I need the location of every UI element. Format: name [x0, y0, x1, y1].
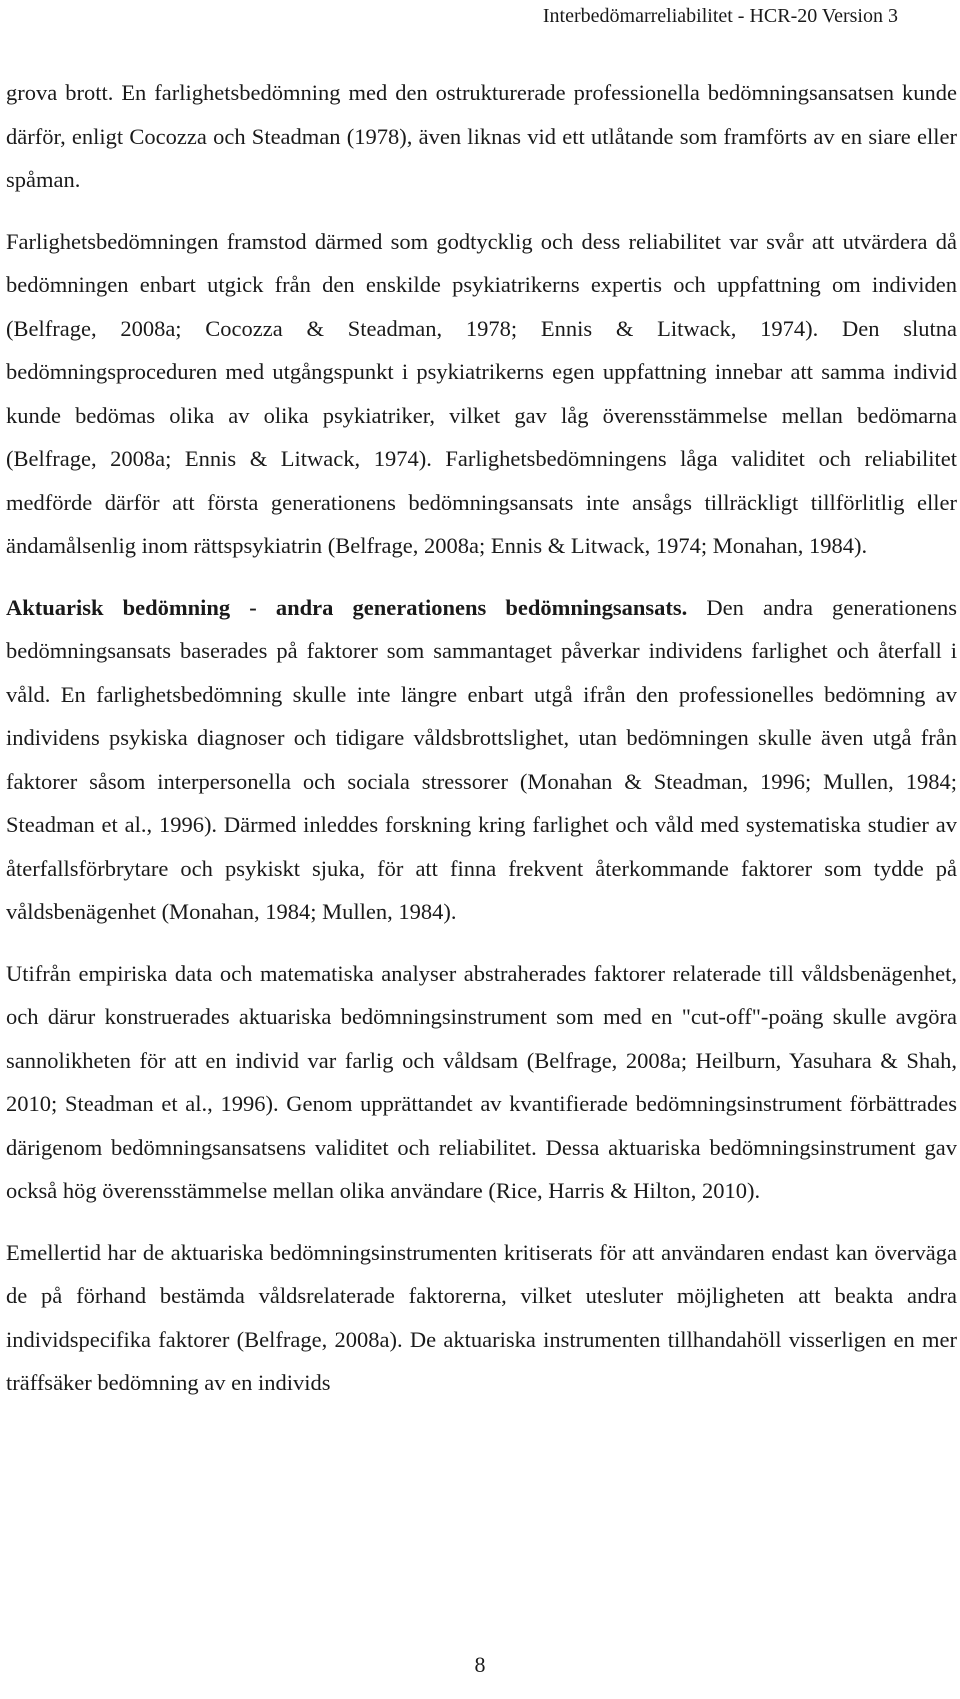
paragraph-text: Den andra generationens bedömningsansats baserades på faktorer som sammantaget påverkar individens farlighet och återfall i våld. En farlighetsbedömning skulle inte längre enbart utgå ifrån den professionelles bedömning av individens psykiska diagnoser och tidigare våldsbrottslighet, utan bedömningen skulle även utgå från faktorer såsom interpersonella och sociala stressorer (Monahan & Steadman, 1996; Mullen, 1984; Steadman et al., 1996). Därmed inleddes forskning kring farlighet och våld med systematiska studier av återfallsförbrytare och psykiskt sjuka, för att finna frekvent återkommande faktorer som tydde på våldsbenägenhet (Monahan, 1984; Mullen, 1984).	[6, 594, 957, 924]
paragraph-text: grova brott. En farlighetsbedömning med den ostrukturerade professionella bedömningsansatsen kunde därför, enligt Cocozza och Steadman (1978), även liknas vid ett utlåtande som framförts av en siare eller spåman.	[6, 80, 957, 192]
paragraph-3	[6, 586, 957, 934]
running-header: Interbedömarreliabilitet - HCR-20 Version 3	[542, 5, 898, 27]
paragraph-4	[6, 952, 957, 1213]
paragraph-text: Emellertid har de aktuariska bedömningsinstrumenten kritiserats för att användaren endast kan överväga de på förhand bestämda våldsrelaterade faktorerna, vilket utesluter möjligheten att beakta andra individspecifika faktorer (Belfrage, 2008a). De aktuariska instrumenten tillhandahöll visserligen en mer träffsäker bedömning av en individs	[6, 1239, 957, 1395]
paragraph-text: Utifrån empiriska data och matematiska analyser abstraherades faktorer relaterade till våldsbenägenhet, och därur konstruerades aktuariska bedömningsinstrument som med en "cut-off"-poäng skulle avgöra sannolikheten för att en individ var farlig och våldsam (Belfrage, 2008a; Heilburn, Yasuhara & Shah, 2010; Steadman et al., 1996). Genom upprättandet av kvantifierade bedömningsinstrument förbättrades därigenom bedömningsansatsens validitet och reliabilitet. Dessa aktuariska bedömningsinstrument gav också hög överensstämmelse mellan olika användare (Rice, Harris & Hilton, 2010).	[6, 960, 957, 1203]
body-text	[6, 71, 957, 1423]
paragraph-5	[6, 1231, 957, 1405]
paragraph-2	[6, 220, 957, 568]
page-number: 8	[474, 1652, 486, 1677]
section-heading: Aktuarisk bedömning - andra generationens bedömningsansats.	[6, 594, 688, 620]
paragraph-1	[6, 71, 957, 202]
paragraph-text: Farlighetsbedömningen framstod därmed som godtycklig och dess reliabilitet var svår att utvärdera då bedömningen enbart utgick från den enskilde psykiatrikerns expertis och uppfattning om individen (Belfrage, 2008a; Cocozza & Steadman, 1978; Ennis & Litwack, 1974). Den slutna bedömningsproceduren med utgångspunkt i psykiatrikerns egen uppfattning innebar att samma individ kunde bedömas olika av olika psykiatriker, vilket gav låg överensstämmelse mellan bedömarna (Belfrage, 2008a; Ennis & Litwack, 1974). Farlighetsbedömningens låga validitet och reliabilitet medförde därför att första generationens bedömningsansats inte ansågs tillräckligt tillförlitlig eller ändamålsenlig inom rättspsykiatrin (Belfrage, 2008a; Ennis & Litwack, 1974; Monahan, 1984).	[6, 228, 957, 558]
